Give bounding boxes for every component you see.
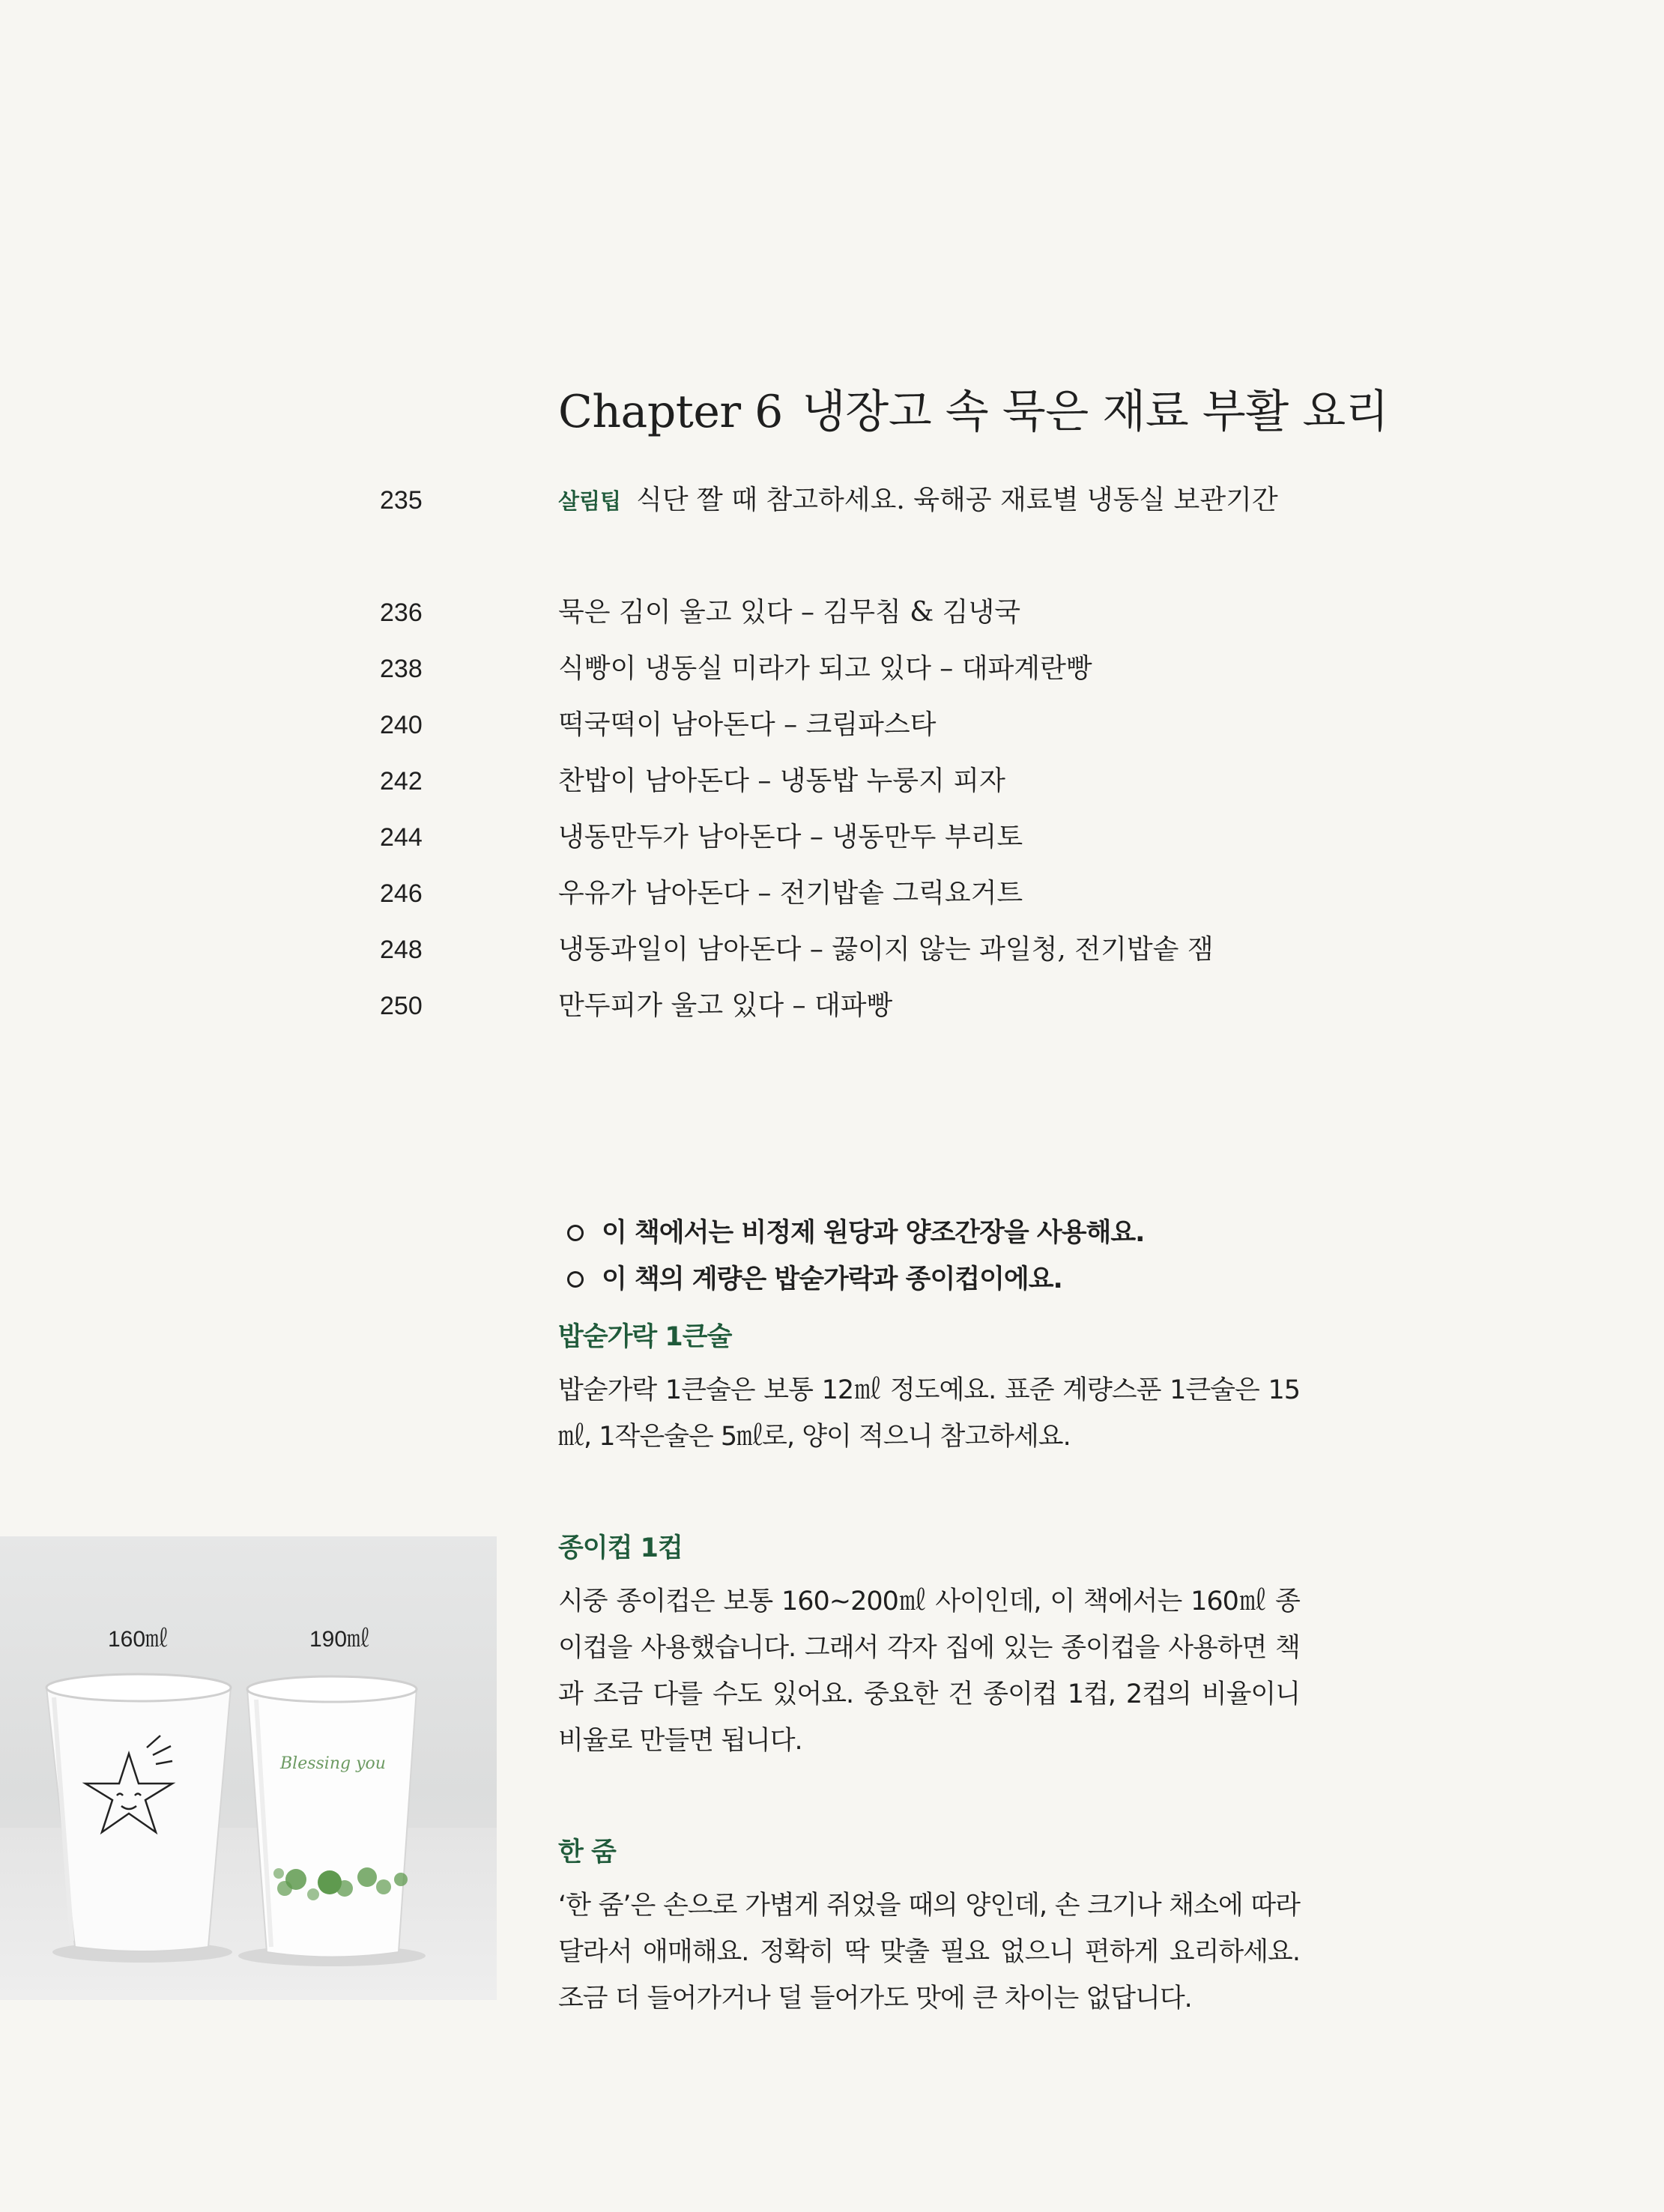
section-body-handful: ‘한 줌’은 손으로 가볍게 쥐었을 때의 양인데, 손 크기나 채소에 따라 달라서 애매해요. 정확히 딱 맞출 필요 없으니 편하게 요리하세요. 조금 더 들어가거나 덜 들어가도 맛에 큰 차이는 없답니다. [558,1891,1300,2013]
toc-entry-text: 떡국떡이 남아돈다 – 크림파스타 [558,709,937,740]
toc-row[interactable] [0,590,1664,635]
cup-160-label: 160㎖ [108,1627,169,1652]
toc-page-number: 250 [380,992,423,1020]
toc-page-number: 248 [380,936,423,964]
cup-190-label: 190㎖ [309,1627,370,1652]
toc-row[interactable] [0,984,1664,1028]
cup-160 [46,1674,231,1951]
section-heading-cup: 종이컵 1컵 [558,1533,683,1563]
toc-row[interactable] [0,646,1664,691]
section-body-spoon: 밥숟가락 1큰술은 보통 12㎖ 정도예요. 표준 계량스푼 1큰술은 15㎖, 1작은술은 5㎖로, 양이 적으니 참고하세요. [558,1375,1300,1452]
circle-bullet-icon [567,1271,584,1288]
toc-row[interactable] [0,703,1664,748]
chapter-name: 냉장고 속 묵은 재료 부활 요리 [802,386,1389,439]
toc-entry-text: 묵은 김이 울고 있다 – 김무침 & 김냉국 [558,597,1021,628]
chapter-title [558,376,1388,440]
measurement-notes [558,1210,1300,2022]
cup-190 [247,1676,417,1957]
toc-page-number: 236 [380,599,423,627]
note-bullet-text: 이 책에서는 비정제 원당과 양조간장을 사용해요. [602,1218,1145,1248]
note-bullet-text: 이 책의 계량은 밥숟가락과 종이컵이에요. [602,1264,1062,1294]
toc-entry-text: 우유가 남아돈다 – 전기밥솥 그릭요거트 [558,878,1023,909]
note-bullet [558,1210,1300,1256]
toc-entry-text: 냉동과일이 남아돈다 – 끓이지 않는 과일청, 전기밥솥 잼 [558,934,1214,965]
paper-cups-photo [0,1536,497,2000]
tip-label: 살림팁 [558,488,622,514]
toc-page-number: 235 [380,486,423,515]
toc-row[interactable] [0,871,1664,916]
cup-print-text: Blessing you [280,1754,386,1773]
tip-text: 식단 짤 때 참고하세요. 육해공 재료별 냉동실 보관기간 [636,485,1278,515]
toc-entry-text: 찬밥이 남아돈다 – 냉동밥 누룽지 피자 [558,766,1005,796]
toc-entry-text: 냉동만두가 남아돈다 – 냉동만두 부리토 [558,822,1023,852]
toc-page-number: 238 [380,655,423,683]
cups-illustration [0,1536,497,2000]
toc-page-number: 244 [380,823,423,852]
toc-entry-text [558,478,1278,524]
section-heading-spoon: 밥숟가락 1큰술 [558,1322,732,1352]
toc-row[interactable] [0,927,1664,972]
toc-row[interactable] [0,815,1664,860]
toc-row[interactable] [0,759,1664,804]
toc-entry-text: 식빵이 냉동실 미라가 되고 있다 – 대파계란빵 [558,653,1092,684]
toc-tip-row[interactable] [0,478,1664,523]
toc-entry-text: 만두피가 울고 있다 – 대파빵 [558,990,893,1021]
chapter-number: Chapter 6 [558,386,783,439]
section-body-cup: 시중 종이컵은 보통 160~200㎖ 사이인데, 이 책에서는 160㎖ 종이컵을 사용했습니다. 그래서 각자 집에 있는 종이컵을 사용하면 책과 조금 다를 수도 있어요. 중요한 건 종이컵 1컵, 2컵의 비율이니 비율로 만들면 됩니다. [558,1587,1300,1756]
section-heading-handful: 한 줌 [558,1837,616,1867]
toc-page-number: 246 [380,879,423,908]
toc-page-number: 240 [380,711,423,739]
note-bullet [558,1256,1300,1303]
circle-bullet-icon [567,1225,584,1241]
toc-page-number: 242 [380,767,423,796]
